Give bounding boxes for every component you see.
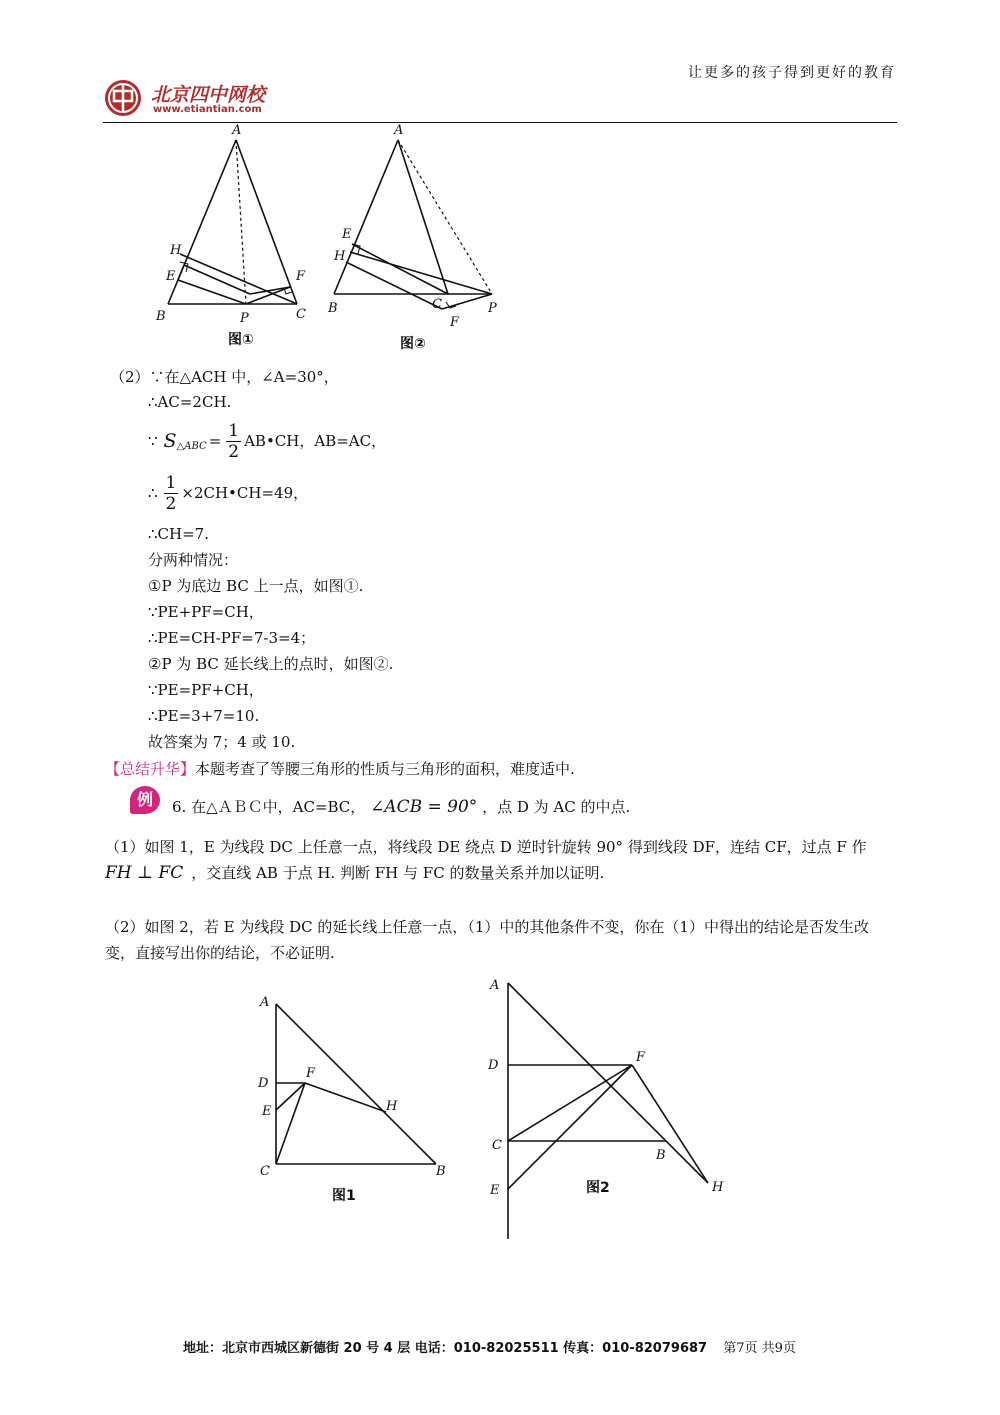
summary-tag: 【总结升华】 [105,760,196,778]
figure-top-2 [320,122,520,357]
bfig2-caption: 图2 [586,1180,610,1196]
bfig1-label-a: A [260,995,270,1010]
solution-line-6: 分两种情况： [148,551,239,569]
example-stem [172,796,630,817]
solution-line-4 [148,470,308,516]
footer [183,1337,796,1356]
fig2-label-f: F [450,315,460,330]
fig2-label-h: H [334,249,346,264]
question-1-b: ，交直线 AB 于点 H. 判断 FH 与 FC 的数量关系并加以证明. [191,864,605,882]
solution-line-1: （2）∵在△ACH 中，∠A=30°， [110,368,339,386]
fig2-label-a: A [394,123,404,138]
fraction-numerator-2: 1 [165,472,177,493]
fig1-label-h: H [170,243,182,258]
solution-line-7: ①P 为底边 BC 上一点，如图①. [148,577,364,595]
question-2: （2）如图 2，若 E 为线段 DC 的延长线上任意一点，（1）中的其他条件不变，你在（1）中得出的结论是否发生改变，直接写出你的结论，不必证明. [105,918,869,962]
fig1-caption: 图① [228,332,254,348]
bfig2-label-c: C [492,1138,502,1153]
header [0,0,1000,125]
area-rest: AB•CH，AB=AC， [244,432,387,450]
example-badge-label: 例 [136,790,153,809]
bfig2-label-f: F [636,1050,646,1065]
fig1-label-a: A [232,123,242,138]
bfig1-label-c: C [260,1164,270,1179]
area-symbol: S [163,430,177,452]
bfig1-label-b: B [436,1164,446,1179]
solution-line-10: ②P 为 BC 延长线上的点时，如图②. [148,655,394,673]
bfig2-label-a: A [490,978,500,993]
question-1-a: （1）如图 1，E 为线段 DC 上任意一点，将线段 DE 绕点 D 逆时针旋转 90° 得到线段 DF，连结 CF，过点 F 作 [105,838,867,856]
bfig1-caption: 图1 [332,1188,356,1204]
solution-line-12: ∴PE=3+7=10. [148,707,260,725]
fraction-half [226,421,241,462]
solution-line-2: ∴AC=2CH. [148,393,232,411]
footer-address: 地址：北京市西城区新德街 20 号 4 层 电话：010-82025511 传真：010-82079687 [183,1341,708,1356]
fig1-label-f: F [296,269,306,284]
fig2-label-p: P [488,301,497,316]
fig2-caption: 图② [400,336,426,352]
logo-seal-icon [103,78,145,118]
footer-page: 第7页 共9页 [723,1341,796,1356]
solution-line-9: ∴PE=CH-PF=7-3=4； [148,629,316,647]
fig1-label-c: C [296,307,306,322]
equation-rest: ×2CH•CH=49， [181,484,309,502]
example-stem-b: ，点 D 为 AC 的中点. [482,798,631,816]
summary [105,758,575,779]
fig2-label-e: E [342,227,352,242]
fraction-denominator-2: 2 [165,493,177,514]
fig1-label-e: E [166,269,176,284]
figure-bottom-2 [480,975,740,1245]
fraction-half-2 [164,473,179,514]
solution-line-8: ∵PE+PF=CH， [148,603,264,621]
bfig1-label-f: F [306,1066,316,1081]
example-stem-math: ∠ACB = 90° [370,797,478,817]
header-slogan: 让更多的孩子得到更好的教育 [688,65,896,81]
fig2-label-c: C [432,297,442,312]
figure-bottom-1 [250,988,460,1213]
fig1-label-b: B [156,309,166,324]
area-subscript: △ABC [176,441,207,452]
equals-sign: = [208,432,222,450]
bfig1-label-h: H [386,1099,398,1114]
bfig2-label-b: B [656,1148,666,1163]
logo-text: 北京四中网校 [151,84,266,106]
summary-text: 本题考查了等腰三角形的性质与三角形的面积，难度适中. [195,760,575,778]
solution-line-13: 故答案为 7；4 或 10. [148,733,296,751]
bfig1-label-d: D [258,1076,269,1091]
bfig2-label-h: H [712,1180,724,1195]
bfig2-label-d: D [488,1058,499,1073]
bfig1-label-e: E [262,1104,272,1119]
logo [103,78,343,118]
fig2-label-b: B [328,301,338,316]
because-symbol: ∵ [148,432,158,450]
bfig2-label-e: E [490,1183,500,1198]
solution-line-11: ∵PE=PF+CH， [148,681,264,699]
logo-url: www.etiantian.com [153,104,262,115]
example-badge [130,786,160,814]
fraction-denominator: 2 [228,441,240,462]
question-1 [105,834,897,886]
solution-line-5: ∴CH=7. [148,525,209,543]
fig1-label-p: P [240,311,249,326]
question-1-math: FH ⊥ FC [105,863,184,883]
example-stem-a: 6. 在△ＡＢＣ中，AC=BC， [172,798,366,816]
fraction-numerator: 1 [228,420,240,441]
therefore-symbol: ∴ [148,484,158,502]
solution-line-3 [148,418,386,464]
figure-top-1 [150,122,330,352]
